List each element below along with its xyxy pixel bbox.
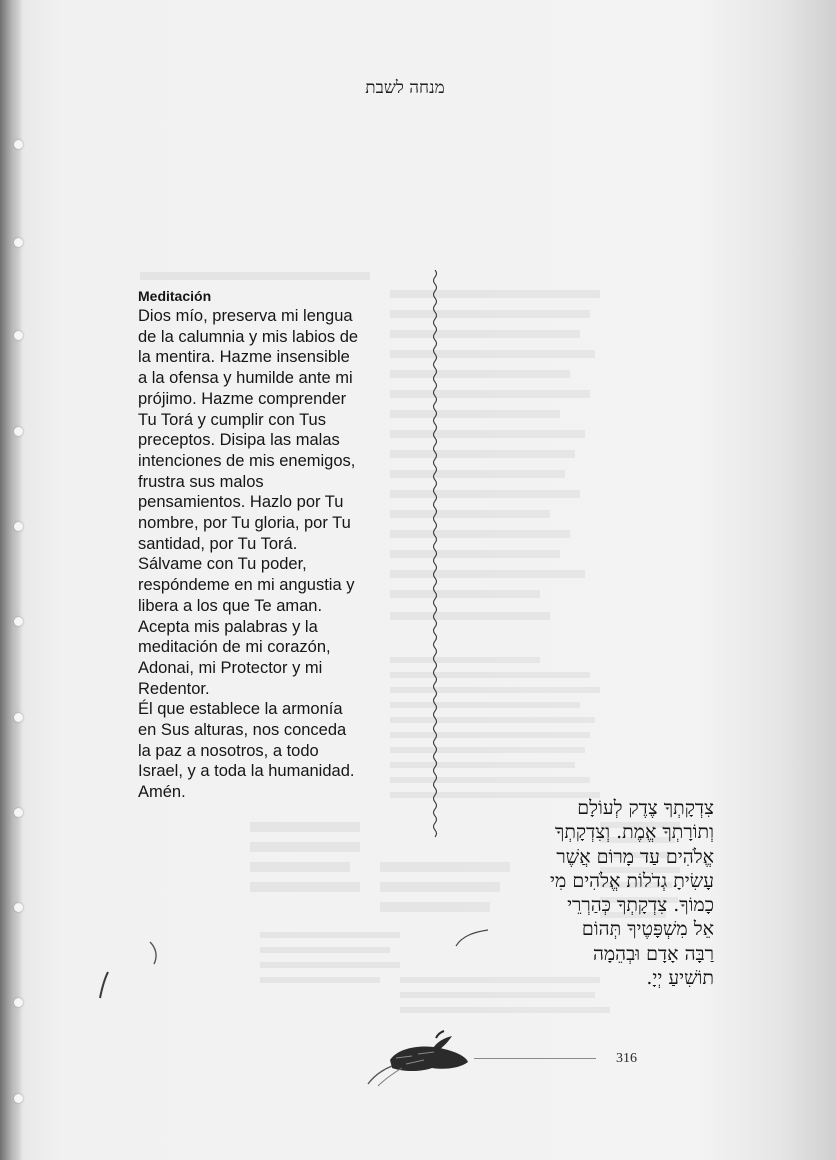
- meditation-line: meditación de mi corazón,: [138, 638, 331, 657]
- meditation-line: santidad, por Tu Torá.: [138, 534, 298, 553]
- hebrew-line: וְתוֹרָתְךָ אֱמֶת. וְצִדְקָתְךָ: [555, 821, 714, 844]
- meditation-line: Adonai, mi Protector y mi: [138, 658, 323, 677]
- wavy-column-divider: [428, 270, 442, 840]
- ink-mark: [452, 926, 492, 950]
- meditation-line: la paz a nosotros, a todo: [138, 741, 319, 760]
- hebrew-passage: [436, 796, 714, 990]
- binding-hole: [14, 617, 23, 626]
- hebrew-line: אֵל מִשְׁפָּטֶיךָ תְּהוֹם: [581, 918, 714, 941]
- binding-hole: [14, 331, 23, 340]
- binding-hole: [14, 140, 23, 149]
- meditation-line: libera a los que Te aman.: [138, 596, 323, 615]
- meditation-line: de la calumnia y mis labios de: [138, 327, 359, 346]
- binding-hole: [14, 1094, 23, 1103]
- page-number: 316: [616, 1051, 637, 1066]
- meditation-line: preceptos. Disipa las malas: [138, 431, 340, 450]
- hebrew-line: תוֹשִׁיעַ יְיָ.: [646, 967, 714, 990]
- meditation-line: Dios mío, preserva mi lengua: [138, 307, 353, 325]
- meditation-block: [138, 287, 410, 803]
- meditation-line: Amén.: [138, 783, 186, 802]
- meditation-line: Él que establece la armonía: [138, 700, 343, 719]
- meditation-text: [138, 306, 410, 803]
- meditation-title: Meditación: [138, 288, 212, 304]
- binding-hole: [14, 522, 23, 531]
- meditation-line: Israel, y a toda la humanidad.: [138, 762, 355, 781]
- hebrew-line: עָשִׂיתָ גְדֹלוֹת אֱלֹהִים מִי: [550, 869, 714, 892]
- meditation-line: Sálvame con Tu poder,: [138, 555, 307, 574]
- hebrew-line: רַבָּה אָדָם וּבְהֵמָה: [592, 942, 714, 965]
- ink-mark: [146, 938, 166, 968]
- binding-hole: [14, 713, 23, 722]
- meditation-line: pensamientos. Hazlo por Tu: [138, 493, 344, 512]
- hebrew-line: צִדְקָתְךָ צֶדֶק לְעוֹלָם: [577, 797, 714, 819]
- meditation-line: frustra sus malos: [138, 472, 264, 491]
- hebrew-line: אֱלֹהִים עַד מָרוֹם אֲשֶׁר: [556, 845, 714, 868]
- binding-hole: [14, 903, 23, 912]
- page-header-title: מנחה לשבת: [365, 78, 445, 98]
- meditation-line: la mentira. Hazme insensible: [138, 348, 350, 367]
- footer-rule: [474, 1058, 596, 1059]
- binding-hole: [14, 427, 23, 436]
- meditation-line: nombre, por Tu gloria, por Tu: [138, 514, 351, 533]
- bird-ornament-icon: [362, 1030, 474, 1088]
- binding-hole: [14, 998, 23, 1007]
- meditation-line: prójimo. Hazme comprender: [138, 389, 347, 408]
- hebrew-line: כָמוֹךָ. צִדְקָתְךָ כְּהַרְרֵי: [567, 894, 714, 917]
- meditation-line: Acepta mis palabras y la: [138, 617, 318, 636]
- meditation-line: respóndeme en mi angustia y: [138, 576, 355, 595]
- meditation-line: intenciones de mis enemigos,: [138, 451, 356, 470]
- meditation-line: en Sus alturas, nos conceda: [138, 721, 347, 740]
- binding-shadow: [0, 0, 22, 1160]
- meditation-line: Tu Torá y cumplir con Tus: [138, 410, 326, 429]
- binding-hole: [14, 808, 23, 817]
- meditation-line: Redentor.: [138, 679, 210, 698]
- meditation-line: a la ofensa y humilde ante mi: [138, 369, 353, 388]
- binding-hole: [14, 238, 23, 247]
- ink-mark: [96, 968, 114, 1002]
